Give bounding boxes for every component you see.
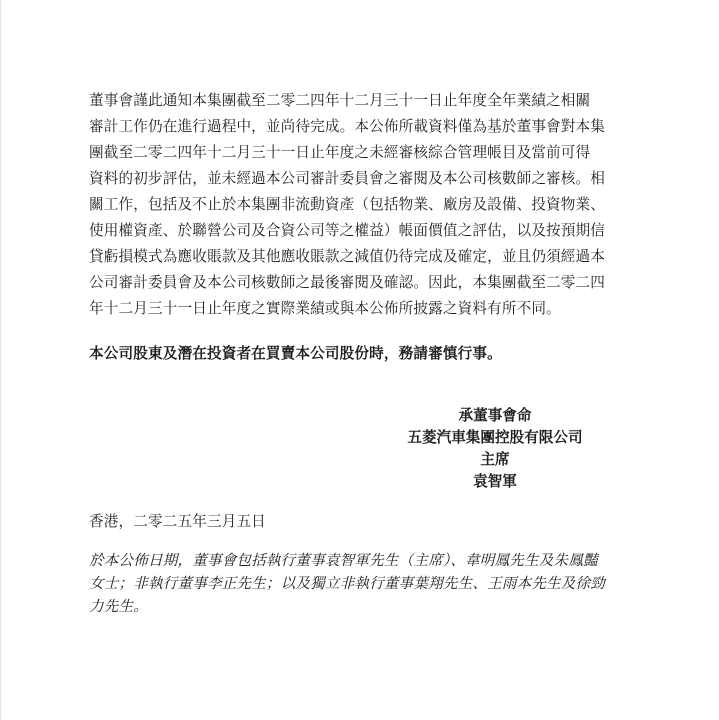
results-notice-paragraph	[89, 88, 649, 322]
place-date-text: 香港，二零二五年三月五日	[89, 513, 266, 530]
paragraph-line: 貸虧損模式為應收賬款及其他應收賬款之減值仍待完成及確定，並且仍須經過本	[89, 248, 606, 265]
directors-line: 於本公佈日期，董事會包括執行董事袁智軍先生（主席）、韋明鳳先生及朱鳳豔	[89, 552, 598, 569]
signature-title: 主席	[480, 451, 510, 468]
paragraph-line: 公司審計委員會及本公司核數師之最後審閱及確認。因此，本集團截至二零二四	[89, 274, 606, 291]
page-left-edge	[0, 0, 1, 720]
signature-by-order: 承董事會命	[458, 407, 532, 424]
paragraph-line: 審計工作仍在進行過程中，並尚待完成。本公佈所載資料僅為基於董事會對本集	[89, 118, 606, 135]
signature-name: 袁智軍	[473, 473, 517, 490]
warning-text: 本公司股東及潛在投資者在買賣本公司股份時，務請審慎行事。	[89, 345, 502, 362]
paragraph-line: 團截至二零二四年十二月三十一日止年度之未經審核綜合管理帳目及當前可得	[89, 144, 591, 161]
paragraph-line: 年十二月三十一日止年度之實際業績或與本公佈所披露之資料有所不同。	[89, 300, 561, 317]
directors-paragraph	[89, 549, 649, 618]
investor-warning	[89, 341, 649, 367]
paragraph-line: 資料的初步評估，並未經過本公司審計委員會之審閱及本公司核數師之審核。相	[89, 170, 606, 187]
signature-block	[380, 405, 610, 493]
paragraph-line: 關工作，包括及不止於本集團非流動資產（包括物業、廠房及設備、投資物業、	[89, 196, 606, 213]
signature-company: 五菱汽車集團控股有限公司	[407, 429, 583, 446]
paragraph-line: 使用權資產、於聯營公司及合資公司等之權益）帳面價值之評估，以及按預期信	[89, 222, 606, 239]
paragraph-line: 董事會謹此通知本集團截至二零二四年十二月三十一日止年度全年業績之相關	[89, 92, 591, 109]
directors-line: 女士；非執行董事李正先生；以及獨立非執行董事葉翔先生、王雨本先生及徐勁	[89, 575, 606, 592]
directors-line: 力先生。	[89, 598, 148, 615]
place-and-date	[89, 509, 649, 535]
